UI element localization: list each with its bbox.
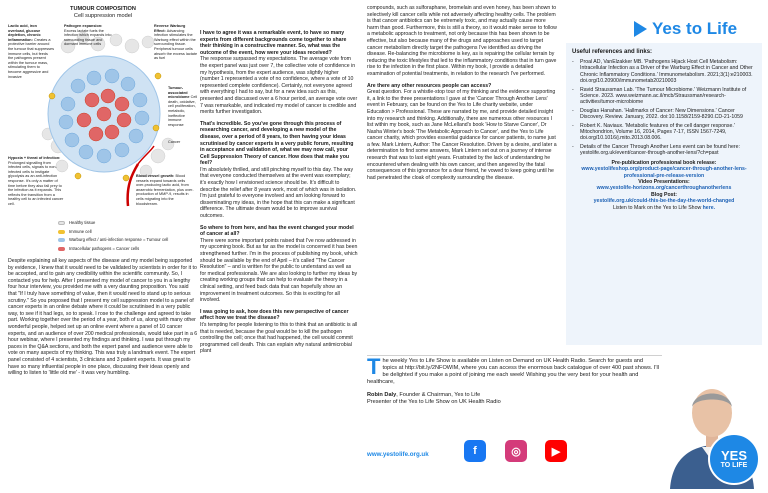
answer-1: The response surpassed my expectations. The average vote from the expert panel was just over 7, the collective vote of confidence in my hypothesis, from the expert audience, was slightly higher (number 1 represented a vote of no confidence, where a vote of 10 represented complete confidence). Certainly, not everyone agreed with everything I had to say, but for a new idea such as this, presented and discussed over a 6 hour period, an average vote over 7 was remarkable, and indicated my model of cancer is credible and merits further investigation. [200,56,358,116]
brand-logo [634,19,737,39]
question-1: I have to agree it was a remarkable event, to have so many experts from different backgrounds come together to share their thinking in a constructive manner. So, what was the outcome of the event, how were your ideas received? [200,30,347,56]
label-pathogen-expansion: Pathogen expansion: Excess lactate fuels the infection which expands into surrounding tissue and dormant immune cells [64,24,112,47]
blog-link[interactable]: yestolife.org.uk/could-this-be-the-day-the-world-changed [593,198,735,205]
youtube-icon[interactable]: ▶ [545,440,567,462]
presenter-line: Presenter of the Yes to Life Show on UK Health Radio [367,399,501,405]
question-3: So where to from here, and has the event changed your model of cancer at all? [200,224,354,238]
reference-item[interactable]: - Ravid Straussman Lab. 'The Tumour Microbiome.' Weizmann Institute of Science. 2023. www.weizmann.ac.il/mcb/Straussman/research-activities/tumor-microbiome [572,87,756,106]
tumour-diagram [8,6,198,252]
legend-item: Intracellular pathogens = Cancer cells [58,245,168,254]
question-resources: Are there any other resources people can access? [367,82,492,89]
instagram-icon[interactable]: ◎ [505,440,527,462]
blog-heading: Blog Post: [651,191,677,198]
label-lactic-acid: Lactic acid, iron overload, glucose depletion, chronic inflammation: Creates a protective barrier around the tumour that suppresses immune cells, but feeds the pathogens present within the tumour mass, stimulating them to become aggressive and invasive [8,24,55,79]
facebook-icon[interactable]: f [464,440,486,462]
preorder-block [572,160,756,211]
outro-text: he weekly Yes to Life Show is available on Listen on Demand on UK Health Radio. Search for guests and topics at http://bit.ly/2NFOWIM, where you can access the enormous back catalogue of over 400 past shows. I'll be delighted if you make a point of joining me each week! Wishing you the very best for your health and healthcare, [367,358,659,385]
signature-name: Robin Daly [367,392,397,398]
references-heading: Useful references and links: [572,49,653,55]
legend-item: Warburg effect / anti-infection response = Tumour cell [58,236,168,245]
question-4: I was going to ask, how does this new perspective of cancer affect how we treat the disease? [200,308,349,322]
references-box [566,43,762,345]
answer-3: There were some important points raised that I've now addressed in my upcoming book. But as far as the model is concerned it has been strengthened further. I'm in the process of publishing my book, which should be available by the end of April – it's called "The Cancer Resolution" – and is written for the public to understand as well as for medical professionals. We are also looking to further my ideas by creating working groups that can help to evaluate the theory in a clinical setting, and feed back data that can hopefully show an improvement in treatment outcomes. So this is exciting for all involved. [200,237,358,304]
label-blood-vessel: Blood vessel growth: Blood vessels expand towards cells over-producing lactic acid, from anaerobic fermentation, plus over-production of MMP-9, results in cells migrating into the bloodstream. [136,174,194,206]
reference-item: - Proal AD, VanElzakker MB. 'Pathogens Hijack Host Cell Metabolism: Intracellular Infection as a Driver of the Warburg Effect in Cancer and Other Chronic Inflammatory Conditions.' Immunometabolism. 2021;3(1):e210003. doi.org/10.20900/immunometab20210003 [572,59,756,85]
website-link[interactable]: www.yestolife.org.uk [367,451,429,458]
legend-swatch [58,238,65,242]
preorder-link[interactable]: www.yestolifeshop.org/product-page/cancer-through-another-lens-professional-pre-release-version [581,166,747,179]
yes-to-life-badge: YES TO LIFE [708,433,760,485]
listen-text: Listen to Mark on the Yes to Life Show [612,204,703,211]
label-hypoxia: Hypoxia + threat of infection: Prolonged signalling from infected cells, signals to non-infected cells to instigate glycolysis as an anti-infection response. It's only a matter of time before they also fall prey to the infection as it expands. This reflects the transition from a healthy cell to an infected cancer cell. [8,156,64,206]
col3-paragraph-2: Great question. For a whistle-stop tour of my thinking and the evidence supporting it, a link to the three presentations I gave at the 'Cancer Through Another Lens' event in February, can be found on the Yes to Life charity website, under Education > Professional. These are narrated by me, and provide detailed insight into my research and thinking. Additionally, there are numerous other resources I list within my book, such as Jane McLelland's book 'How to Starve Cancer', Dr Nasha Winter's book 'The Metabolic Approach to Cancer', and the Yes to Life cancer charity, which provides essential guidance for cancer patients, to name just a few. Mark Lintern, Author: The Cancer Resolution. Driven by a desire, and later a determination to find some answers, Mark Lintern set out on a journey of intense research that was to last eight years. Frustrated by the lack of understanding he encountered when dealing with his own cancer, and then angered by the fatal consequences of this ignorance for a dear friend, he vowed to keep going until he had penetrated the cloak of complexity surrounding the disease. [367,89,557,181]
references-list [572,59,756,157]
answer-2: I'm absolutely thrilled, and still pinching myself to this day. The way that everyone conducted themselves at the event was exemplary; it's exactly how I envisioned science should be. It's difficult to describe the relief after 8 years work, most of which was in isolation. I'm just grateful to everyone involved and am looking forward to disseminating my ideas, in the hope that this can make a significant difference. The ultimate dream would be to improve survival outcomes. [200,166,357,220]
diagram-subtitle: Cell suppression model [73,12,133,19]
preorder-heading: Pre-publication professional book release: [611,159,717,166]
diagram-title: TUMOUR COMPOSITION Cell suppression model [70,6,136,19]
diagram-legend [58,219,168,253]
reference-item: - Robert K. Naviaux. 'Metabolic features of the cell danger response.' Mitochondrion, Volume 16, 2014, Pages 7-17, ISSN 1567-7249, doi.org/10.1016/j.mito.2013.08.006. [572,123,756,142]
column-3 [367,5,557,183]
legend-swatch [58,247,65,251]
legend-item: Healthy tissue [58,219,168,228]
label-tumour-microbiome: Tumour-associated microbiome Cell death, oxidative, cell proliferation, metabolic, ineffective immune response [168,86,198,127]
legend-swatch [58,230,65,234]
col3-paragraph-1: compounds, such as sulforaphane, bromelain and even honey, has been shown to selectively kill cancer cells while not adversely affecting healthy cells. The problem is that cancer antibiotics can be extremely toxic, and may actually cause more harm than good. Furthermore, this is still a theory, so it would make sense to follow a metabolic approach to treatment, not only because this has been shown to be effective, but also because many of the drugs and approaches used to target cancer metabolism directly target the pathogens I've identified as driving the disease. Re-balancing the microbiome is key, as is repairing the cellular terrain by reducing the toxic lifestyles that led to the inflammatory conditions that in turn gave rise to the infection in the first place. Within my book, I provide a detailed examination of potential treatments, in relation to the research I've performed. [367,5,557,77]
video-heading: Video Presentations: [638,178,690,185]
reference-item: - Douglas Hanahan. 'Hallmarks of Cancer: New Dimensions.' Cancer Discovery. Review. January, 2022. doi:10.1158/2159-8290.CD-21-1059 [572,108,756,121]
legend-item: Immune cell [58,228,168,237]
signature-role: , Founder & Chairman, Yes to Life [396,392,481,398]
listen-here-link[interactable]: here. [702,204,716,211]
drop-cap: T [367,354,381,379]
legend-swatch [58,221,65,225]
col1-paragraph: Despite explaining all key aspects of the disease and my model being supported by evidence, I knew that it would need to be validated by scientists in order for it to be accepted, and to gain any credibility within the scientific community. So, I contacted you for help. After I presented my model of cancer to you in a lengthy four hour interview, you provided me with a very daunting proposition. You said that "If I truly have something of value, then it would need to stand up to serious scrutiny." So you proposed that I present my cell suppression model to a panel of cancer experts in an online debate where it could be scrutinised in a very public way, to see if it had legs, so to speak. I rose to the challenge and agreed to take part. Working together over the period of a year, both of us, along with many other wonderful people, helped set up an online event where a panel of 10 cancer experts, and an audience of over 200 medical professionals, would take part in a 6 hour webinar, where I presented my findings and thinking. I was put through my paces in the Q&A sections, and both the expert panel and audience were able to vote on many aspects of my thinking. This was truly a landmark event. The expert panel consisted of 4 scientists, 3 clinicians and 3 patient experts. It was great to have so many influential people in one place, discussing their ideas openly and willing to listen to 'little old me' - it was very humbling. [8,258,198,377]
column-2 [200,30,358,357]
outro-block [367,354,659,406]
question-2: That's incredible. So you've gone through this process of researching cancer, and developing a new model of the disease, over a period of 8 years, to then having your ideas scrutinised by cancer experts in a very public forum, resulting in acceptance and validation of, what we may now call, your Cell Suppression Theory of cancer. How does that make you feel? [200,120,354,167]
answer-4: It's tempting for people listening to this to think that an antibiotic is all that is needed, because the goal would be to kill the pathogen controlling the cell; once that had happened, the cell would commit programmed cell death. This can explain why natural antimicrobial plant [200,321,358,355]
play-arrow-icon [634,21,647,37]
label-cancer: Cancer [168,140,181,144]
reference-item[interactable]: - Details of the Cancer Through Another Lens event can be found here: yestolife.org.uk/event/cancer-through-another-lens/?ch=past [572,144,756,157]
brand-name: Yes to Life [652,19,738,38]
video-link[interactable]: www.yestolife-horizons.org/cancerthroughanotherlens [596,185,732,192]
label-reverse-warburg: Reverse Warburg Effect: Advancing infection stimulates the Warburg effect within the surrounding tissue. Peripheral tumour cells absorb the excess lactate as fuel [154,24,198,61]
column-1 [8,6,198,379]
signature [367,392,659,406]
